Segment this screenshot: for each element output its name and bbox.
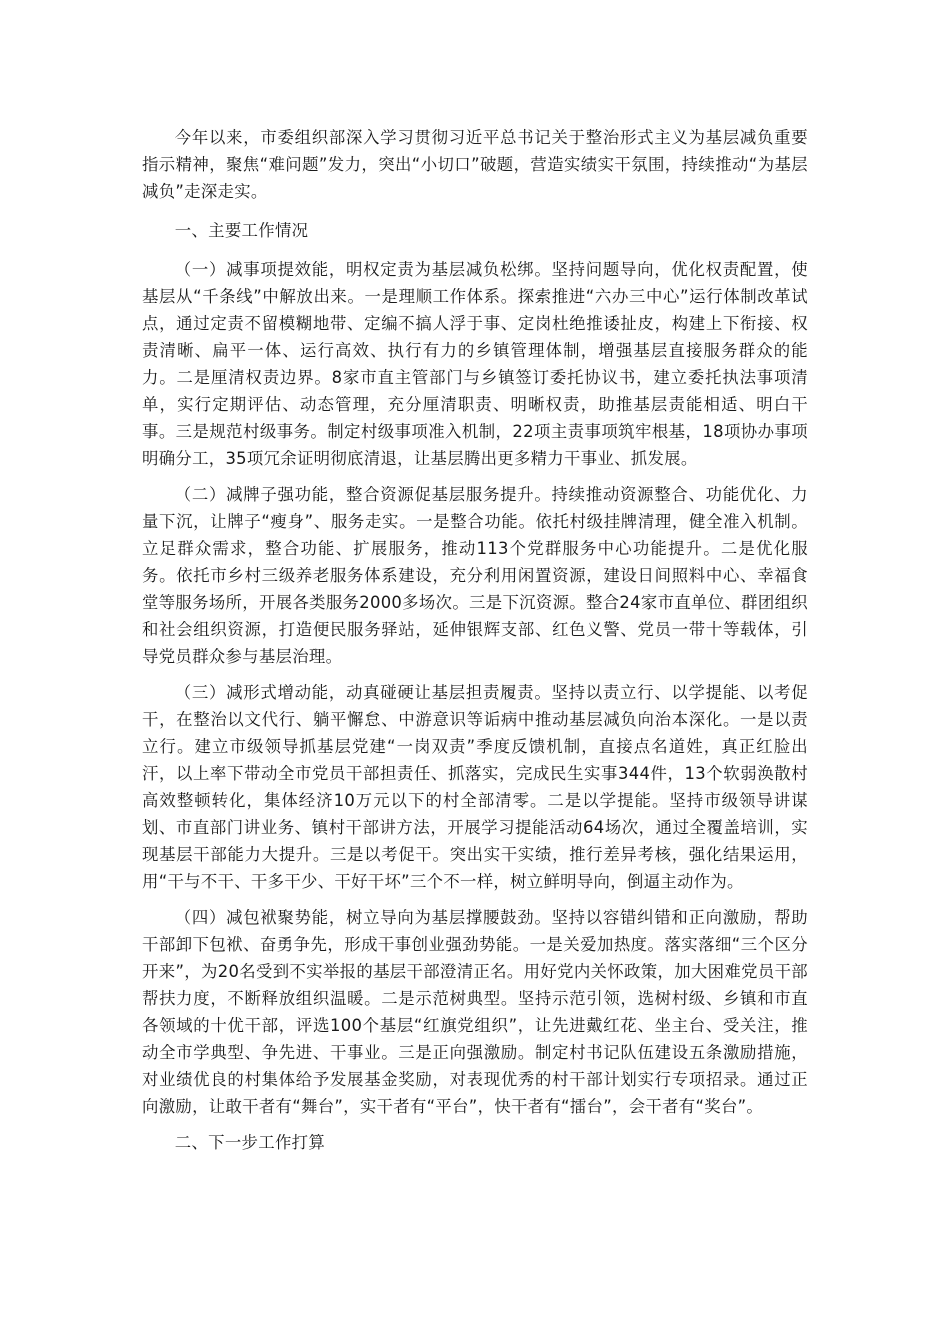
body-paragraph-4: （四）减包袱聚势能，树立导向为基层撑腰鼓劲。坚持以容错纠错和正向激励，帮助干部卸下包袱、奋勇争先，形成干事创业强劲势能。一是关爱加热度。落实落细“三个区分开来”，为20名受到不实举报的基层干部澄清正名。用好党内关怀政策，加大困难党员干部帮扶力度，不断释放组织温暖。二是示范树典型。坚持示范引领，选树村级、乡镇和市直各领域的十优干部，评选100个基层“红旗党组织”，让先进戴红花、坐主台、受关注，推动全市学典型、争先进、干事业。三是正向强激励。制定村书记队伍建设五条激励措施，对业绩优良的村集体给予发展基金奖励，对表现优秀的村干部计划实行专项招录。通过正向激励，让敢干者有“舞台”，实干者有“平台”，快干者有“擂台”，会干者有“奖台”。: [142, 908, 808, 1116]
section-heading-next-steps: 二、下一步工作打算: [174, 1133, 326, 1152]
section-heading-main-work: 一、主要工作情况: [174, 221, 309, 240]
intro-paragraph: 今年以来，市委组织部深入学习贯彻习近平总书记关于整治形式主义为基层减负重要指示精神，聚焦“难问题”发力，突出“小切口”破题，营造实绩实干氛围，持续推动“为基层减负”走深走实。: [142, 128, 808, 201]
body-paragraph-2: （二）减牌子强功能，整合资源促基层服务提升。持续推动资源整合、功能优化、力量下沉，让牌子“瘦身”、服务走实。一是整合功能。依托村级挂牌清理，健全准入机制。立足群众需求，整合功能、扩展服务，推动113个党群服务中心功能提升。二是优化服务。依托市乡村三级养老服务体系建设，充分利用闲置资源，建设日间照料中心、幸福食堂等服务场所，开展各类服务2000多场次。三是下沉资源。整合24家市直单位、群团组织和社会组织资源，打造便民服务驿站，延伸银辉支部、红色义警、党员一带十等载体，引导党员群众参与基层治理。: [142, 485, 808, 666]
body-paragraph-1: （一）减事项提效能，明权定责为基层减负松绑。坚持问题导向，优化权责配置，使基层从“千条线”中解放出来。一是理顺工作体系。探索推进“六办三中心”运行体制改革试点，通过定责不留模糊地带、定编不搞人浮于事、定岗杜绝推诿扯皮，构建上下衔接、权责清晰、扁平一体、运行高效、执行有力的乡镇管理体制，增强基层直接服务群众的能力。二是厘清权责边界。8家市直主管部门与乡镇签订委托协议书，建立委托执法事项清单，实行定期评估、动态管理，充分厘清职责、明晰权责，助推基层责能相适、明白干事。三是规范村级事务。制定村级事项准入机制，22项主责事项筑牢根基，18项协办事项明确分工，35项冗余证明彻底清退，让基层腾出更多精力干事业、抓发展。: [142, 260, 808, 468]
body-paragraph-3: （三）减形式增动能，动真碰硬让基层担责履责。坚持以责立行、以学提能、以考促干，在整治以文代行、躺平懈怠、中游意识等诟病中推动基层减负向治本深化。一是以责立行。建立市级领导抓基层党建“一岗双责”季度反馈机制，直接点名道姓，真正红脸出汗，以上率下带动全市党员干部担责任、抓落实，完成民生实事344件，13个软弱涣散村高效整顿转化，集体经济10万元以下的村全部清零。二是以学提能。坚持市级领导讲谋划、市直部门讲业务、镇村干部讲方法，开展学习提能活动64场次，通过全覆盖培训，实现基层干部能力大提升。三是以考促干。突出实干实绩，推行差异考核，强化结果运用，用“干与不干、干多干少、干好干坏”三个不一样，树立鲜明导向，倒逼主动作为。: [142, 683, 808, 891]
document-page: [142, 124, 808, 1168]
